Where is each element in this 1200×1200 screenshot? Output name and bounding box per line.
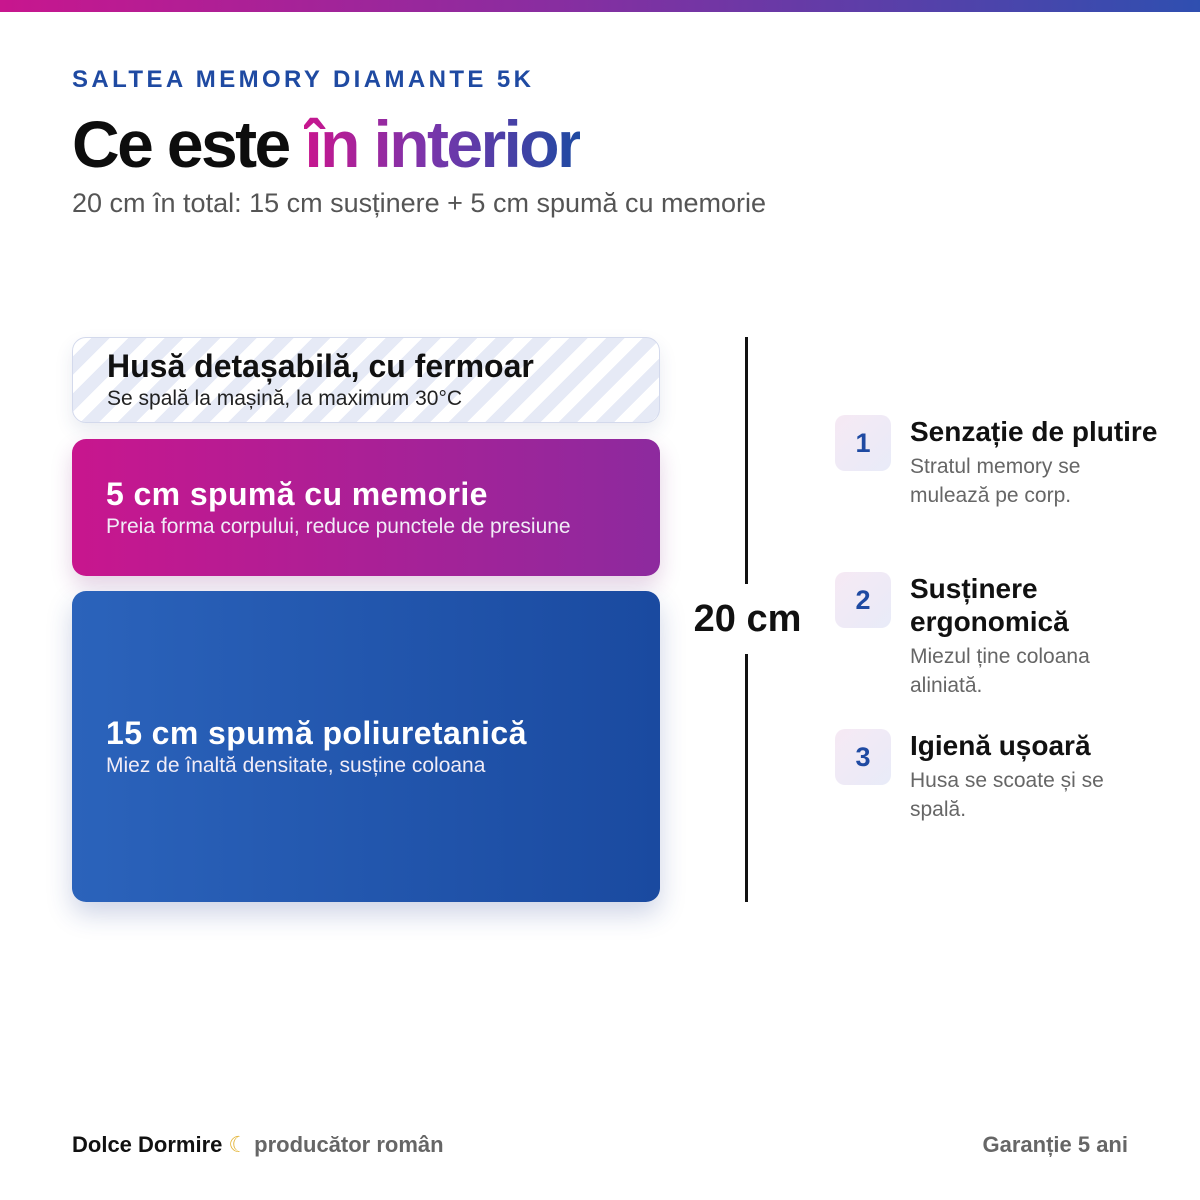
feature-title: Senzație de plutire (910, 416, 1158, 447)
layer-title: Husă detașabilă, cu fermoar (107, 348, 534, 384)
footer-brand (72, 1132, 444, 1158)
layer-title: 5 cm spumă cu memorie (106, 475, 488, 512)
title-plain: Ce este (72, 107, 305, 181)
page-title (72, 104, 580, 184)
brand-name: Dolce Dormire (72, 1132, 223, 1157)
layer-description: Se spală la mașină, la maximum 30°C (107, 387, 463, 410)
feature-title: Igienă ușoară (910, 730, 1091, 761)
layer-memory-foam (72, 439, 660, 576)
feature-number-badge: 3 (835, 729, 891, 785)
warranty-note: Garanție 5 ani (982, 1132, 1128, 1157)
title-accent: în interior (304, 107, 581, 181)
feature-description: Stratul memory se mulează pe corp. (910, 455, 1081, 507)
dimension-label: 20 cm (693, 598, 802, 640)
dimension-line-bottom (745, 654, 748, 902)
layer-core-foam (72, 591, 660, 902)
feature-number-badge: 1 (835, 415, 891, 471)
top-gradient-bar (0, 0, 1200, 12)
feature-description: Husa se scoate și se spală. (910, 769, 1104, 821)
feature-description: Miezul ține coloana aliniată. (910, 645, 1090, 697)
feature-title: Susținere ergonomică (910, 573, 1069, 637)
maker-tagline: producător român (254, 1132, 444, 1157)
product-eyebrow: SALTEA MEMORY DIAMANTE 5K (72, 66, 535, 93)
page-subtitle: 20 cm în total: 15 cm susținere + 5 cm spumă cu memorie (72, 188, 767, 218)
layer-cover (72, 337, 660, 423)
layer-description: Miez de înaltă densitate, susține coloana (106, 753, 486, 777)
feature-number-badge: 2 (835, 572, 891, 628)
layer-title: 15 cm spumă poliuretanică (106, 714, 527, 751)
crescent-moon-icon: ☾ (228, 1132, 249, 1157)
dimension-line-top (745, 337, 748, 584)
layer-description: Preia forma corpului, reduce punctele de presiune (106, 514, 571, 538)
